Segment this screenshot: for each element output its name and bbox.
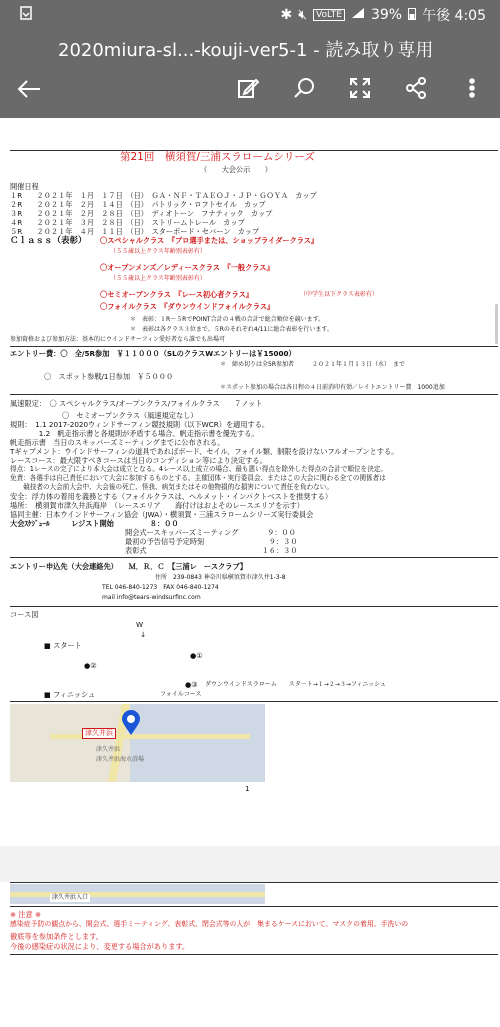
doc-title: 第21回 横須賀/三浦スラロームシリーズ bbox=[120, 151, 315, 163]
document-title: 2020miura-sl...-kouji-ver5-1 - 読み取り専用 bbox=[58, 40, 434, 61]
download-icon bbox=[20, 6, 32, 24]
rule-line: Tギャプメント：ウインドサーフィンの道具であればボード、セイル、フォイル類、制限を設けないフルオープンとする。 bbox=[10, 447, 399, 456]
course-wind: W bbox=[136, 620, 144, 629]
map-pin-icon bbox=[120, 710, 142, 738]
schedule-header: 開催日程 bbox=[10, 182, 39, 191]
entry-note: ＊ 締め切りは全5R参加者 ２０２１年１月１３日（水） まで bbox=[220, 361, 405, 368]
page-gap bbox=[0, 846, 500, 882]
edit-icon bbox=[236, 76, 260, 100]
search-button[interactable] bbox=[290, 74, 318, 102]
map-station-label: 津久井浜 bbox=[82, 728, 116, 739]
venue-map bbox=[10, 704, 265, 782]
class-note: （中学生以下クラス表彰有） bbox=[300, 291, 378, 298]
share-button[interactable] bbox=[402, 74, 430, 102]
class-note: （５５歳以上クラス年齢別表彰有） bbox=[110, 248, 206, 255]
note: ＊ 表彰は各クラス３位まで。５Rのそれぞれ4/11に総合表彰を行います。 bbox=[130, 326, 333, 333]
class-item: 〇セミオープンクラス 『レース初心者クラス』 bbox=[100, 290, 253, 299]
bluetooth-icon: ✱ bbox=[280, 7, 293, 23]
class-label: Ｃｌａｓｓ（表彰） bbox=[10, 236, 87, 246]
battery-icon bbox=[408, 7, 416, 24]
spot-note: ＊スポット参加の場合は各日程の４日前消印有効／レイトエントリー費 1000追加 bbox=[220, 384, 445, 391]
rule-line: 場所： 横須賀市津久井浜海岸 （レースエリア 海付けはおよそのレースエリアを示す） bbox=[10, 501, 304, 510]
class-item: 〇スペシャルクラス 『プロ選手または、ショップライダークラス』 bbox=[100, 236, 319, 245]
class-item: 〇フォイルクラス 『ダウンウインドフォイルクラス』 bbox=[100, 302, 275, 311]
wind-limit: 風速限定： 〇 スペシャルクラス/オープンクラス/フォイルクラス ７ノット bbox=[10, 399, 263, 408]
course-mark-2: ●② bbox=[84, 661, 97, 670]
rule-line: 競技者の大会前大会中、大会後の死亡、怪我、病気またはその他物損的な損害について責任を負わない。 bbox=[10, 483, 333, 491]
caution-title: ※ 注意 ※ bbox=[10, 910, 41, 919]
clock: 午後 4:05 bbox=[422, 8, 486, 24]
class-item: 〇オープンメンズ／レディースクラス 『一般クラス』 bbox=[100, 263, 274, 272]
course-mark-3: ●③ bbox=[185, 680, 198, 689]
caution-line: 徹底等を参加条件とします。 bbox=[10, 932, 103, 941]
contact-address: 住所 239-0843 神奈川県横須賀市津久井1-3-8 bbox=[155, 574, 286, 581]
status-bar bbox=[0, 0, 500, 28]
spot-fee: 〇 スポット参戦/1日参加 ￥５０００ bbox=[44, 372, 174, 381]
more-vert-icon bbox=[460, 76, 484, 100]
back-arrow-icon bbox=[16, 76, 42, 102]
rule-line: 1.2 帆走指示書と各規則が矛盾する場合、帆走指示書を優先する。 bbox=[10, 429, 259, 438]
course-mark-1: ●① bbox=[190, 651, 203, 660]
schedule-title: 大会ｽｹｼﾞｭｰﾙ レジスト開始 ８：００ bbox=[10, 519, 179, 528]
volte-badge: VoLTE bbox=[313, 9, 345, 21]
note: 参加資格および参加方法：基本的にウインドサーフィン愛好者なら誰でも出場可 bbox=[10, 336, 226, 343]
rule-line: 安全：浮力体の着用を義務とする（フォイルクラスは、ヘルメット・インパクトベストを推奨する） bbox=[10, 492, 333, 501]
back-button[interactable] bbox=[16, 76, 42, 102]
contact-mail: mail info@tears-windsurfinc.com bbox=[102, 594, 201, 601]
share-icon bbox=[404, 76, 428, 100]
caution-line: 今後の感染症の状況により、変更する場合があります。 bbox=[10, 942, 190, 951]
schedule-item: 開会式ースキッパーズミーティング ９：００ bbox=[125, 528, 296, 537]
document-page bbox=[10, 148, 498, 948]
course-legend: ダウンウインドスラローム スタ－ト→１→２→３→フィニッシュ bbox=[205, 681, 387, 688]
scrollbar[interactable] bbox=[495, 304, 498, 344]
more-options-button[interactable] bbox=[458, 74, 486, 102]
page-number: 1 bbox=[245, 784, 250, 793]
document-page-2 bbox=[10, 882, 498, 1022]
map-label-beach: 津久井浜海水浴場 bbox=[96, 756, 145, 763]
rule-line: 得点：1レースの完了により本大会は成立となる。4レース以上成立の場合、最も悪い得点を除外した得点の合計で順位を決定。 bbox=[10, 465, 387, 473]
document-viewer[interactable] bbox=[0, 118, 500, 1027]
edit-button[interactable] bbox=[234, 74, 262, 102]
schedule-row: ４R ２０２１年 ３月 ２８日 （日） ストリームトレール カップ bbox=[10, 218, 245, 227]
caution-line: 感染症予防の観点から、開会式、選手ミーティング、表彰式、閉会式等の人が 集まるケースにおいて、マスクの着用、手洗いの bbox=[10, 920, 409, 928]
fullscreen-button[interactable] bbox=[346, 74, 374, 102]
map2-label: 津久井浜入口 bbox=[52, 894, 89, 901]
wind-arrow: ↓ bbox=[140, 630, 147, 639]
schedule-row: ５R ２０２１年 ４月 １１日 （日） スターボード・セバーン カップ bbox=[10, 227, 260, 236]
fullscreen-icon bbox=[348, 76, 372, 100]
note: ＊ 表彰：１R～５RでPOINT合計の４戦の合計で総合順位を競います。 bbox=[130, 316, 325, 323]
contact-tel: TEL 046-840-1273 FAX 046-840-1274 bbox=[102, 584, 219, 591]
schedule-row: ３R ２０２１年 ２月 ２８日 （日） ディオトーン フナティック カップ bbox=[10, 209, 273, 218]
schedule-item: 表彰式 １６：３０ bbox=[125, 546, 298, 555]
app-bar bbox=[0, 28, 500, 118]
doc-subtitle: （ 大会公示 ） bbox=[200, 165, 272, 174]
rule-line: 協同主催：日本ウインドサーフィン協会（JWA）・横須賀・三浦スラロームシリーズ実行委員会 bbox=[10, 510, 314, 519]
schedule-row: １R ２０２１年 １月 １７日 （日） ＧＡ・ＮＦ・ＴＡＥＯＪ・ＪＰ・ＧＯＹＡ カップ bbox=[10, 191, 317, 200]
rule-line: 免責：各選手は自己責任において大会に参加するものとする。主催団体・実行委員会、またはこの大会に関わる全ての関係者は bbox=[10, 474, 386, 482]
rule-line: レースコース：最大限すべきコースは当日のコンディション等により決定する。 bbox=[10, 456, 267, 465]
contact-title: エントリー申込先（大会連絡先） Ｍ．Ｒ．Ｃ 【三浦レ ースクラブ】 bbox=[10, 562, 247, 571]
search-icon bbox=[292, 76, 316, 100]
entry-fee: エントリー費：〇 全/5R参加 ￥１１０００（SLのクラスWエントリーは￥15000） bbox=[10, 349, 296, 358]
battery-level: 39% bbox=[370, 7, 403, 23]
rule-line: 規則： 1.1 2017-2020ウィンドサーフィン競技規則（以下WCR）を適用する。 bbox=[10, 420, 270, 429]
course-legend-foil: フォイルコース bbox=[160, 691, 202, 698]
wind-limit-semi: 〇 セミオープンクラス（風速規定なし） bbox=[62, 411, 198, 420]
map-label: 津久井浜 bbox=[96, 746, 121, 753]
course-finish: ■ フィニッシュ bbox=[44, 690, 96, 699]
course-label: コース図 bbox=[10, 610, 39, 619]
mute-icon: 🔇︎ bbox=[298, 7, 308, 23]
schedule-item: 最初の予告信号予定時刻 ９：３０ bbox=[125, 537, 298, 546]
class-note: （５５歳以上クラス年齢別表彰有） bbox=[110, 275, 206, 282]
schedule-row: ２R ２０２１年 ２月 １４日 （日） パトリック・ロフトセイル カップ bbox=[10, 200, 266, 209]
signal-icon bbox=[351, 7, 365, 23]
course-start: ■ スタート bbox=[44, 641, 82, 650]
rule-line: 帆走指示書 当日のスキッパーズミーティングまでに公布される。 bbox=[10, 438, 225, 447]
venue-map-continued bbox=[10, 884, 265, 904]
